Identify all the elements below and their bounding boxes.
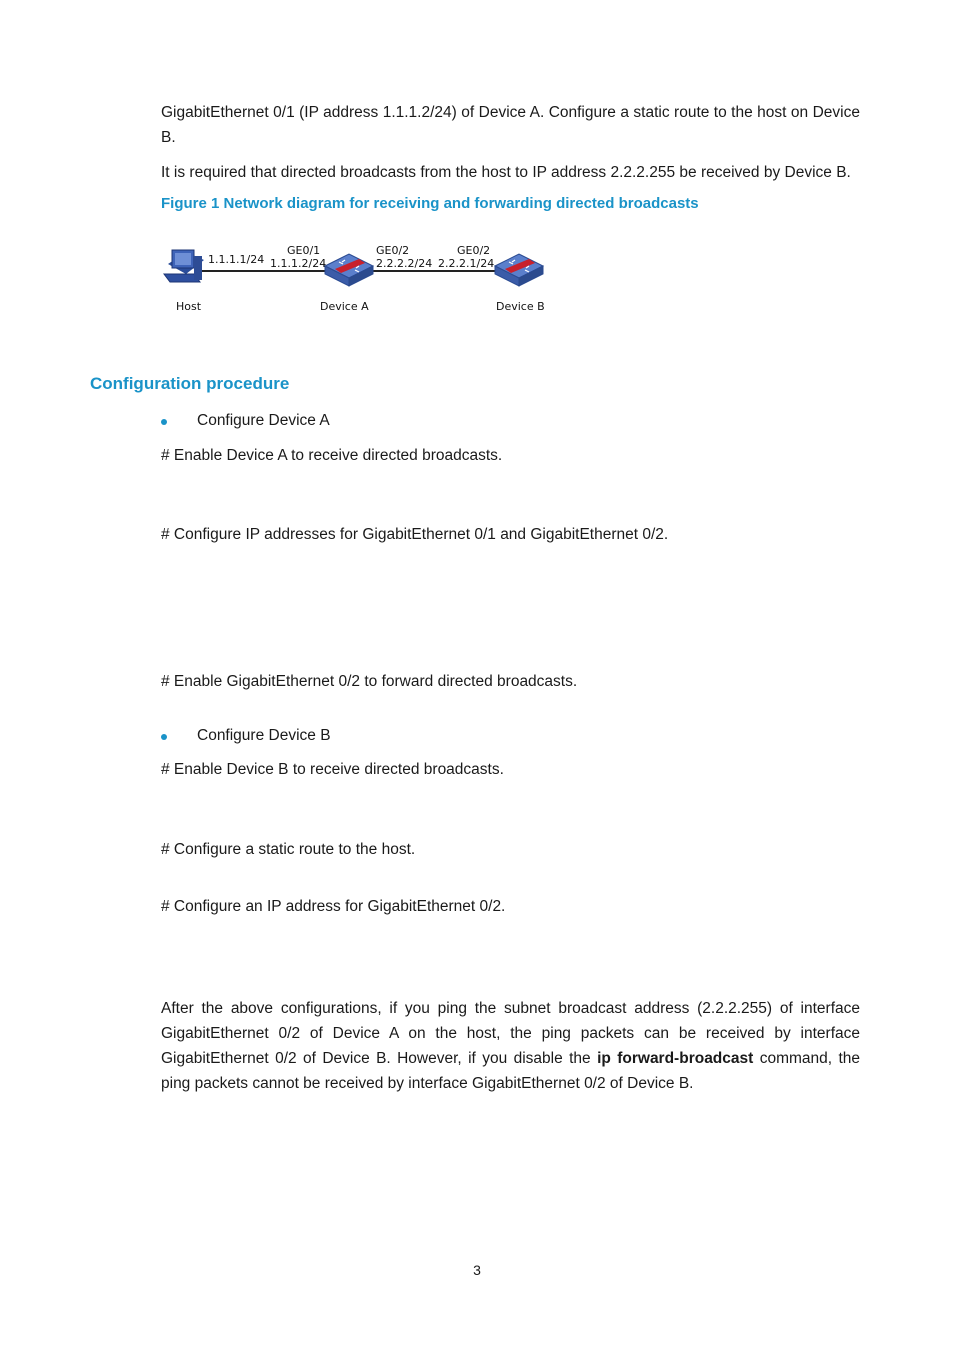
device-b-label: Device B bbox=[496, 300, 545, 313]
step-b1: # Enable Device B to receive directed broadcasts. bbox=[161, 761, 504, 778]
figure-caption: Figure 1 Network diagram for receiving and forwarding directed broadcasts bbox=[161, 195, 699, 212]
section-heading: Configuration procedure bbox=[90, 374, 290, 393]
step-b3: # Configure an IP address for GigabitEthernet 0/2. bbox=[161, 898, 506, 915]
device-a-port1-label: GE0/1 bbox=[287, 244, 321, 257]
network-diagram bbox=[160, 238, 560, 318]
host-label: Host bbox=[176, 300, 202, 313]
conclusion-text-after: command, the ping packets cannot be received by interface GigabitEthernet 0/2 of Device B. bbox=[161, 1050, 860, 1092]
conclusion-text-before: After the above configurations, if you ping the subnet broadcast address (2.2.2.255) of interface GigabitEthernet 0/2 of Device A on the host, the ping packets can be received by interface GigabitEthernet 0/2 of Device B. However, if you disable the bbox=[161, 1000, 860, 1067]
device-a-router-icon bbox=[325, 254, 373, 286]
bullet-text: Configure Device A bbox=[197, 412, 330, 429]
host-ip-label: 1.1.1.1/24 bbox=[208, 253, 265, 266]
device-a-label: Device A bbox=[320, 300, 369, 313]
conclusion-paragraph bbox=[161, 996, 860, 1096]
bullet-dot bbox=[161, 734, 167, 740]
intro-paragraph: GigabitEthernet 0/1 (IP address 1.1.1.2/24) of Device A. Configure a static route to the host on Device B. bbox=[161, 104, 860, 146]
bullet-dot bbox=[161, 419, 167, 425]
requirement-paragraph: It is required that directed broadcasts from the host to IP address 2.2.2.255 be received by Device B. bbox=[161, 164, 851, 181]
computer-icon bbox=[164, 250, 204, 282]
bullet-text: Configure Device B bbox=[197, 727, 331, 744]
page-number: 3 bbox=[473, 1262, 481, 1278]
device-a-ip1-label: 1.1.1.2/24 bbox=[270, 257, 327, 270]
command-name: ip forward-broadcast bbox=[597, 1050, 754, 1067]
device-b-router-icon bbox=[495, 254, 543, 286]
step-a3: # Enable GigabitEthernet 0/2 to forward directed broadcasts. bbox=[161, 673, 578, 690]
device-b-ip-label: 2.2.2.1/24 bbox=[438, 257, 495, 270]
device-a-port2-label: GE0/2 bbox=[376, 244, 410, 257]
device-b-port-label: GE0/2 bbox=[457, 244, 491, 257]
device-a-ip2-label: 2.2.2.2/24 bbox=[376, 257, 433, 270]
step-b2: # Configure a static route to the host. bbox=[161, 841, 416, 858]
step-a2: # Configure IP addresses for GigabitEthernet 0/1 and GigabitEthernet 0/2. bbox=[161, 526, 669, 543]
step-a1: # Enable Device A to receive directed broadcasts. bbox=[161, 447, 503, 464]
